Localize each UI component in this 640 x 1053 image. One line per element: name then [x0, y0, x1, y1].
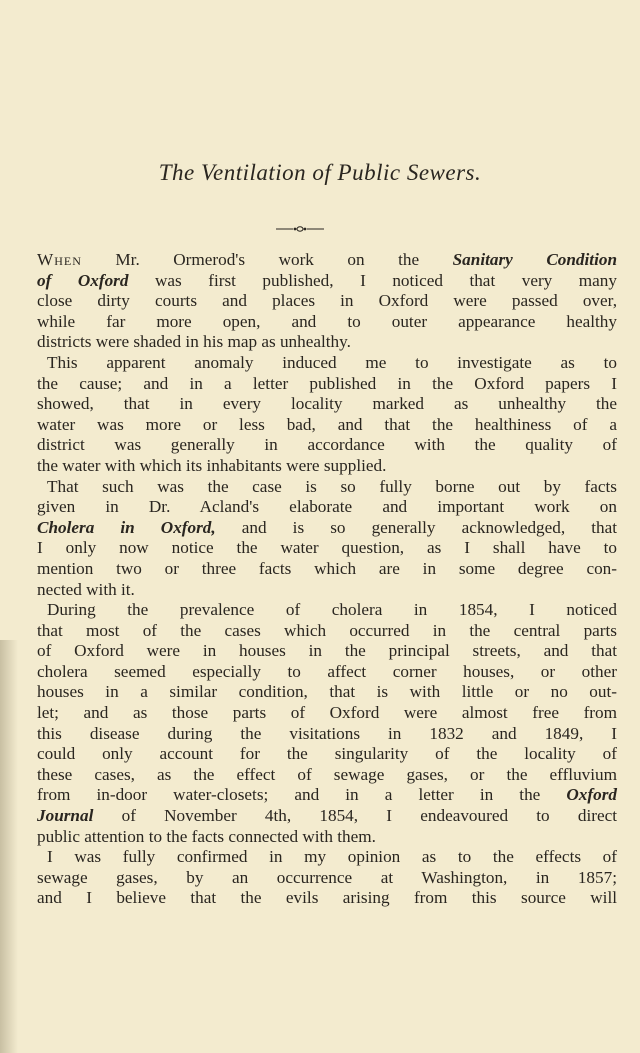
text-run: given in Dr. Acland's elaborate and important work on	[37, 497, 617, 517]
text-line	[37, 888, 617, 909]
text-line	[37, 477, 617, 498]
text-line	[37, 353, 617, 374]
text-run: That such was the case is so fully borne out by facts	[47, 476, 617, 496]
text-line	[37, 621, 617, 642]
text-run: mention two or three facts which are in some degree con-	[37, 558, 617, 578]
page-edge-shadow	[0, 640, 18, 1053]
text-line	[37, 456, 617, 477]
text-run: districts were shaded in his map as unhealthy.	[37, 332, 351, 352]
italic-text: Journal	[37, 806, 94, 826]
text-run: of Oxford were in houses in the principal streets, and that	[37, 641, 617, 661]
text-run: sewage gases, by an occurrence at Washington, in 1857;	[37, 867, 617, 887]
ornament-divider-icon	[276, 224, 324, 234]
text-line	[37, 662, 617, 683]
text-run: that most of the cases which occurred in the central parts	[37, 620, 617, 640]
text-line	[37, 518, 617, 539]
text-line	[37, 394, 617, 415]
text-run: was first published, I noticed that very many	[128, 270, 617, 290]
text-run: while far more open, and to outer appearance healthy	[37, 311, 617, 331]
italic-text: of Oxford	[37, 270, 129, 290]
text-run: water was more or less bad, and that the healthiness of a	[37, 414, 617, 434]
text-line	[37, 703, 617, 724]
text-run: and is so generally acknowledged, that	[215, 517, 617, 537]
text-run: When	[37, 250, 82, 269]
italic-text: Sanitary	[452, 250, 513, 269]
text-line	[37, 682, 617, 703]
text-line	[37, 291, 617, 312]
text-line	[37, 744, 617, 765]
text-run: close dirty courts and places in Oxford were passed over,	[37, 291, 617, 311]
italic-text: Condition	[546, 250, 618, 269]
text-line	[37, 827, 617, 848]
text-line	[37, 847, 617, 868]
text-line	[37, 374, 617, 395]
text-run	[513, 250, 547, 269]
text-run: the cause; and in a letter published in the Oxford papers I	[37, 373, 617, 393]
text-run: and I believe that the evils arising from this source will	[37, 888, 617, 908]
text-line	[37, 868, 617, 889]
text-run: nected with it.	[37, 579, 135, 599]
body-text	[37, 250, 617, 909]
text-run: these cases, as the effect of sewage gases, or the effluvium	[37, 764, 617, 784]
text-line	[37, 580, 617, 601]
text-line	[37, 332, 617, 353]
text-run: houses in a similar condition, that is with little or no out-	[37, 682, 617, 702]
text-line	[37, 724, 617, 745]
text-run: the water with which its inhabitants were supplied.	[37, 455, 387, 475]
text-line	[37, 641, 617, 662]
text-line	[37, 806, 617, 827]
text-run: During the prevalence of cholera in 1854, I noticed	[47, 600, 617, 620]
text-line	[37, 415, 617, 436]
text-run: of November 4th, 1854, I endeavoured to direct	[93, 806, 617, 826]
text-run: This apparent anomaly induced me to investigate as to	[47, 352, 617, 372]
text-run: cholera seemed especially to affect corner houses, or other	[37, 661, 617, 681]
text-run: public attention to the facts connected with them.	[37, 826, 376, 846]
italic-text: Oxford	[566, 785, 617, 805]
text-run: district was generally in accordance with the quality of	[37, 435, 617, 455]
text-run: let; and as those parts of Oxford were almost free from	[37, 703, 617, 723]
text-line	[37, 312, 617, 333]
text-line	[37, 271, 617, 292]
text-run: showed, that in every locality marked as unhealthy the	[37, 394, 617, 414]
text-line	[37, 250, 617, 271]
italic-text: Cholera in Oxford,	[37, 517, 216, 537]
text-line	[37, 765, 617, 786]
text-run: Mr. Ormerod's work on the	[81, 250, 453, 269]
text-run: I only now notice the water question, as I shall have to	[37, 538, 617, 558]
text-line	[37, 497, 617, 518]
text-run: could only account for the singularity of the locality of	[37, 744, 617, 764]
text-line	[37, 435, 617, 456]
text-run: this disease during the visitations in 1832 and 1849, I	[37, 723, 617, 743]
text-run: from in-door water-closets; and in a letter in the	[37, 785, 567, 805]
text-line	[37, 785, 617, 806]
text-run: I was fully confirmed in my opinion as to the effects of	[47, 847, 617, 867]
text-line	[37, 538, 617, 559]
text-line	[37, 559, 617, 580]
text-line	[37, 600, 617, 621]
page-title: The Ventilation of Public Sewers.	[158, 160, 482, 185]
